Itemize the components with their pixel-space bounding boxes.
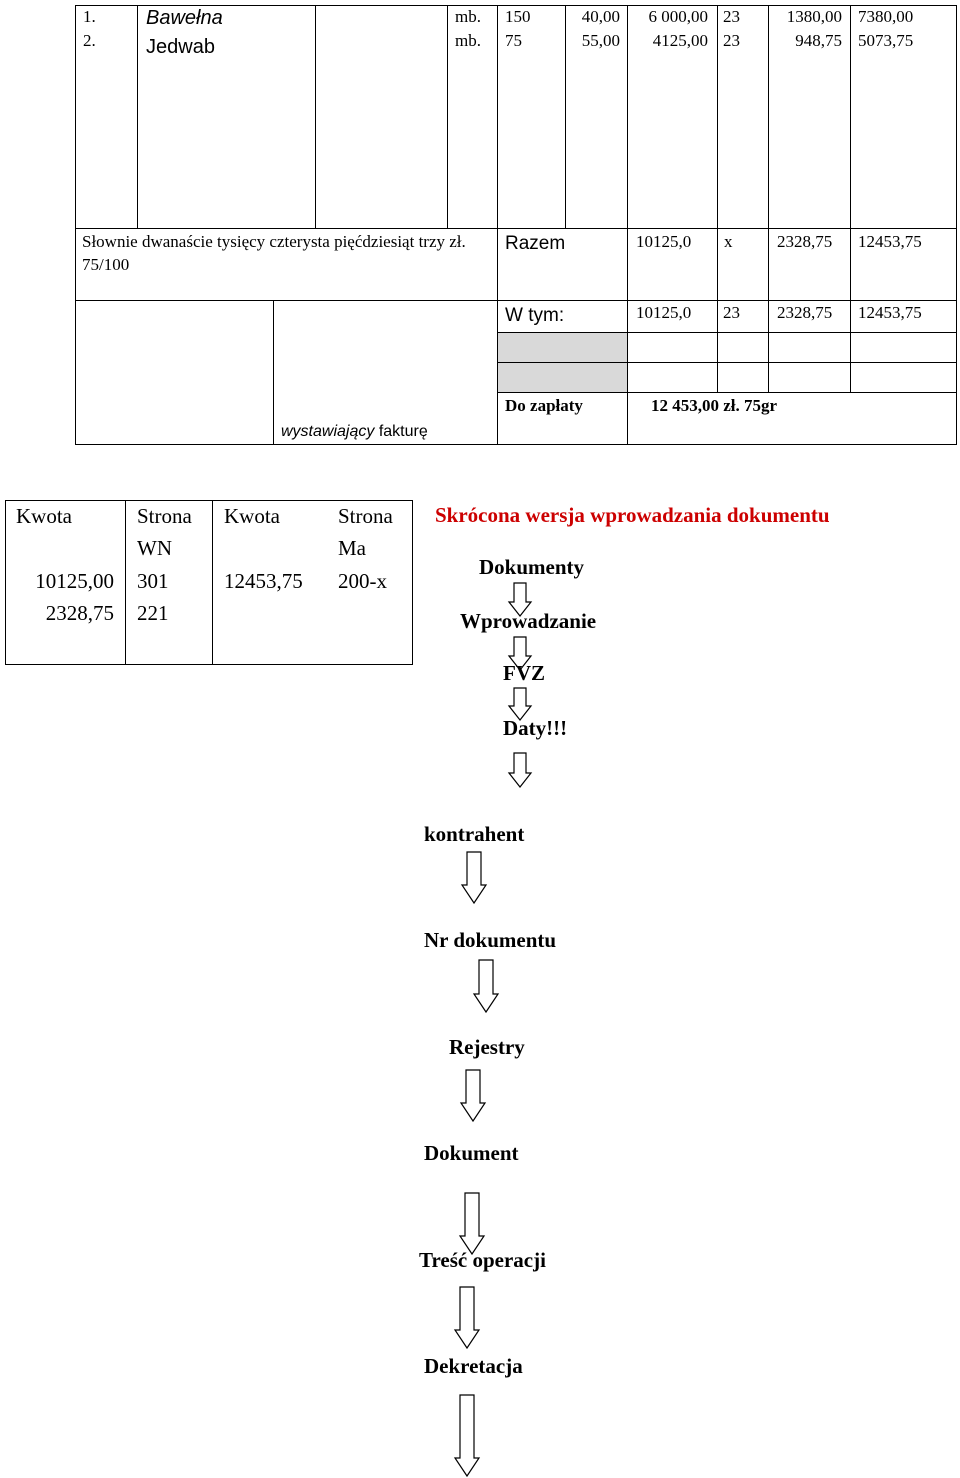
breakdown-gross: 12453,75 bbox=[858, 303, 922, 322]
breakdown-vat: 2328,75 bbox=[777, 303, 833, 322]
workflow-step: kontrahent bbox=[424, 822, 525, 846]
workflow-title: Skrócona wersja wprowadzania dokumentu bbox=[435, 503, 830, 527]
credit-side-header: Strona bbox=[338, 504, 393, 528]
total-vat-rate: x bbox=[724, 232, 733, 251]
item-gross: 7380,00 bbox=[858, 7, 914, 26]
debit-amount: 2328,75 bbox=[45, 601, 114, 625]
workflow-step: FVZ bbox=[503, 661, 545, 685]
total-net: 10125,0 bbox=[636, 232, 692, 251]
item-vat: 1380,00 bbox=[786, 7, 842, 26]
item-vat-rate: 23 bbox=[723, 31, 740, 50]
total-gross: 12453,75 bbox=[858, 232, 922, 251]
debit-amount: 10125,00 bbox=[35, 569, 114, 593]
down-arrow-icon bbox=[474, 960, 498, 1012]
credit-amount: 12453,75 bbox=[224, 569, 303, 593]
amount-in-words: Słownie dwanaście tysięcy czterysta pięćdziesiąt trzy zł. 75/100 bbox=[82, 232, 466, 274]
debit-side-header: Strona bbox=[137, 504, 192, 528]
issuer-role: wystawiający bbox=[281, 423, 375, 440]
item-qty: 150 bbox=[505, 7, 531, 26]
down-arrow-icon bbox=[460, 1193, 484, 1254]
credit-account: 200-x bbox=[338, 569, 387, 593]
breakdown-net: 10125,0 bbox=[636, 303, 692, 322]
credit-amount-header: Kwota bbox=[224, 504, 280, 528]
workflow-step: Dokumenty bbox=[479, 555, 585, 579]
issuer-doc: fakturę bbox=[378, 423, 428, 440]
down-arrow-icon bbox=[509, 637, 531, 670]
workflow-step: Dokument bbox=[424, 1141, 519, 1165]
down-arrow-icon bbox=[462, 852, 486, 903]
credit-side-name: Ma bbox=[338, 536, 366, 560]
debit-account: 301 bbox=[137, 569, 169, 593]
workflow-step: Wprowadzanie bbox=[460, 609, 597, 633]
item-unit: mb. bbox=[455, 7, 481, 26]
total-vat: 2328,75 bbox=[777, 232, 833, 251]
item-vat: 948,75 bbox=[795, 31, 842, 50]
workflow-step: Daty!!! bbox=[503, 716, 568, 740]
workflow-step: Nr dokumentu bbox=[424, 928, 557, 952]
down-arrow-icon bbox=[455, 1287, 479, 1348]
item-name: Jedwab bbox=[146, 36, 215, 58]
down-arrow-icon bbox=[455, 1395, 479, 1476]
breakdown-label: W tym: bbox=[505, 305, 565, 326]
debit-amount-header: Kwota bbox=[16, 504, 72, 528]
workflow-step: Rejestry bbox=[449, 1035, 525, 1059]
item-price: 55,00 bbox=[581, 31, 620, 50]
down-arrow-icon bbox=[461, 1070, 485, 1121]
item-unit: mb. bbox=[455, 31, 481, 50]
item-lp: 1. bbox=[83, 7, 96, 26]
to-pay-label: Do zapłaty bbox=[505, 396, 583, 415]
item-net: 6 000,00 bbox=[648, 7, 708, 26]
down-arrow-icon bbox=[509, 688, 531, 720]
workflow-step: Treść operacji bbox=[419, 1248, 546, 1272]
item-name: Bawełna bbox=[146, 7, 223, 29]
item-gross: 5073,75 bbox=[858, 31, 914, 50]
total-label: Razem bbox=[505, 233, 566, 254]
down-arrow-icon bbox=[509, 753, 531, 787]
breakdown-vat-rate: 23 bbox=[723, 303, 740, 322]
item-price: 40,00 bbox=[581, 7, 620, 26]
to-pay-value: 12 453,00 zł. 75gr bbox=[651, 396, 778, 415]
item-vat-rate: 23 bbox=[723, 7, 740, 26]
debit-account: 221 bbox=[137, 601, 169, 625]
item-lp: 2. bbox=[83, 31, 96, 50]
debit-side-name: WN bbox=[137, 536, 172, 560]
workflow-step: Dekretacja bbox=[424, 1354, 523, 1378]
item-net: 4125,00 bbox=[652, 31, 708, 50]
down-arrow-icon bbox=[509, 583, 531, 616]
item-qty: 75 bbox=[505, 31, 522, 50]
